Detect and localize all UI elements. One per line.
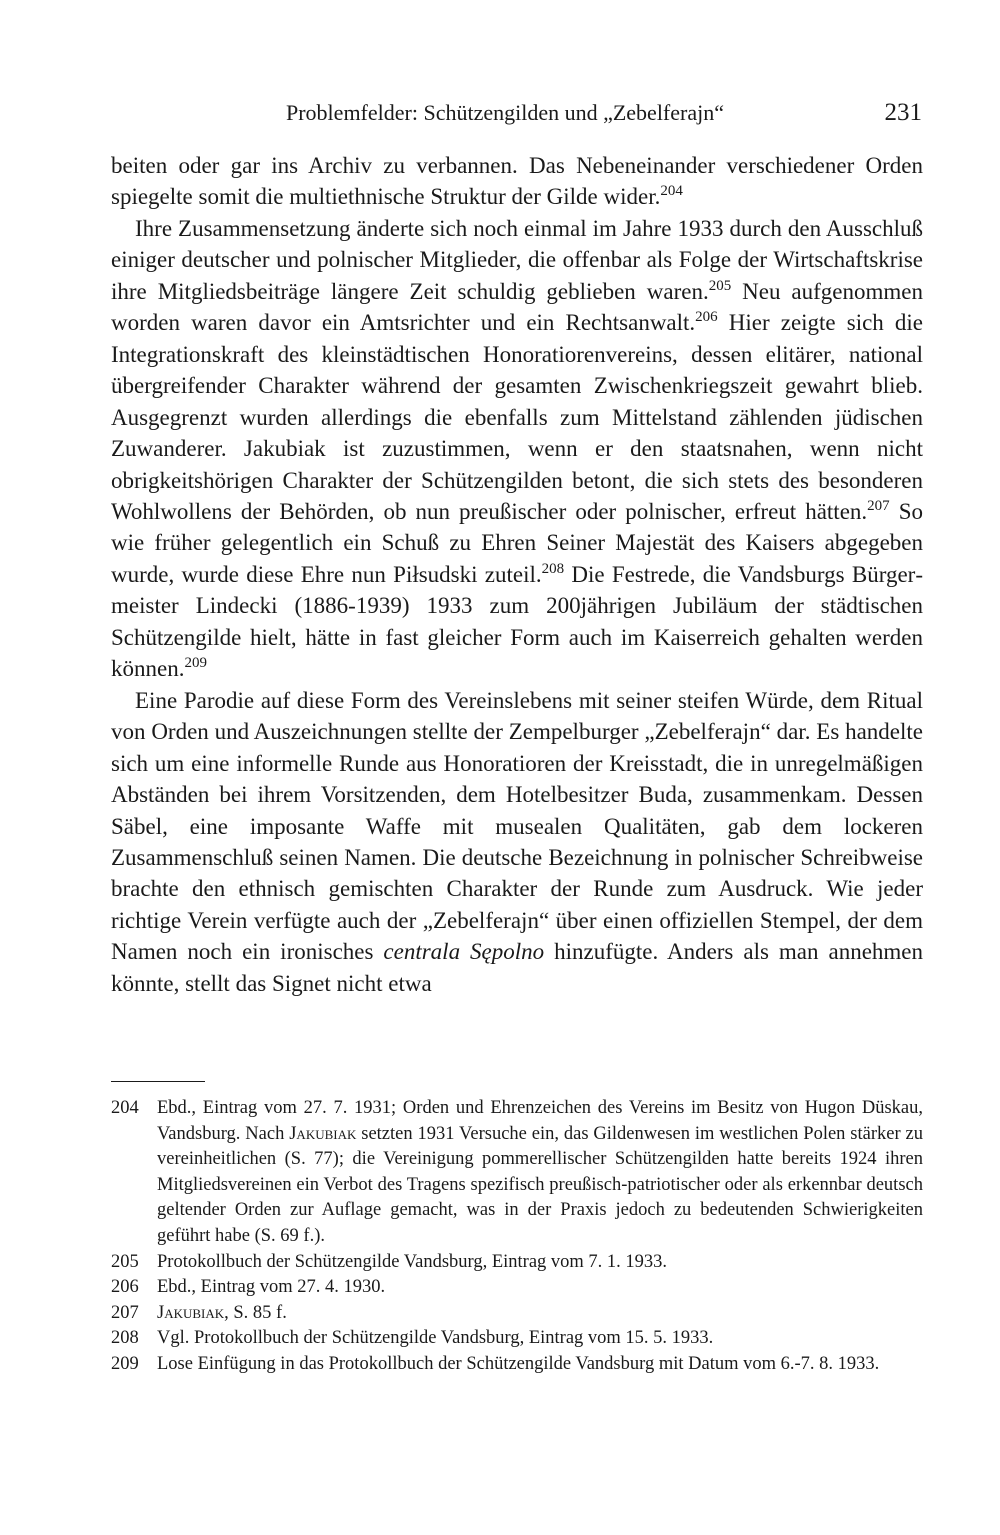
italic-phrase: centrala Sępolno — [383, 939, 545, 965]
footnote-text: Lose Einfügung in das Protokollbuch der Schützengilde Vandsburg mit Datum vom 6.-7. 8. 1933. — [157, 1353, 880, 1374]
paragraph-text: Neu aufgenommen worden waren davor ein Amtsrichter und ein Rechtsanwalt. — [111, 278, 923, 336]
footnotes — [111, 1096, 923, 1378]
footnote-209 — [111, 1352, 923, 1378]
author-name: Jakubiak — [289, 1123, 357, 1144]
footnote-number: 207 — [111, 1302, 139, 1323]
footnote-separator — [111, 1081, 205, 1082]
author-name: Jakubiak — [157, 1302, 225, 1323]
page-number: 231 — [884, 99, 922, 126]
footnote-ref-207: 207 — [867, 497, 890, 514]
footnote-204 — [111, 1096, 923, 1250]
paragraph-1 — [111, 150, 923, 213]
footnote-text: setzten 1931 Versuche ein, das Gildenwesen im westlichen Polen stärker zu vereinheitlichen (S. 77); die Vereinigung pommerellischer Schützengilden hatte bereits 1924 ihren Mitgliedsvereinen ein Verbot des Tragens spezifisch preußisch-patriotischer oder als erkennbar deutsch geltender Orden zur Auflage gemacht, was in der Praxis jedoch zu bedeutenden Schwierigkeiten geführt habe (S. 69 f.). — [157, 1123, 923, 1246]
footnote-ref-206: 206 — [695, 309, 718, 326]
paragraph-3 — [111, 685, 923, 1000]
footnote-number: 204 — [111, 1098, 139, 1118]
body-text — [111, 150, 923, 999]
footnote-ref-209: 209 — [184, 655, 207, 672]
paragraph-text: So wie früher gelegentlich ein Schuß zu Ehren Seiner Majestät des Kaisers abgegeben wurde, wurde diese Ehre nun Piłsudski zuteil. — [111, 498, 923, 587]
footnote-text: , S. 85 f. — [224, 1302, 287, 1323]
footnote-text: Ebd., Eintrag vom 27. 7. 1931; Orden und Ehrenzeichen des Vereins im Besitz von Hugon Düskau, Vandsburg. Nach — [157, 1098, 923, 1144]
footnote-206 — [111, 1275, 923, 1301]
footnote-text: Protokollbuch der Schützengilde Vandsburg, Eintrag vom 7. 1. 1933. — [157, 1251, 668, 1272]
footnote-ref-204: 204 — [660, 183, 683, 200]
footnote-number: 206 — [111, 1277, 139, 1298]
paragraph-text: Eine Parodie auf diese Form des Vereinslebens mit seiner steifen Würde, dem Ritual von Orden und Auszeichnungen stellte der Zempelburger „Zebelferajn“ dar. Es handelte sich um eine informelle Runde aus Honoratioren der Kreisstadt, die in unregelmäßigen Abständen bei ihrem Vorsitzenden, dem Hotelbesitzer Buda, zusammenkam. Dessen Säbel, eine imposante Waffe mit musealen Qualitäten, gab dem lockeren Zusammenschluß seinen Namen. Die deutsche Bezeichnung in polnischer Schreibweise brachte den ethnisch gemischten Charakter der Runde zum Ausdruck. Wie jeder richtige Verein verfügte auch der „Zebelferajn“ über einen offiziellen Stempel, der dem Namen noch ein ironisches — [111, 687, 923, 965]
paragraph-text: Die Festrede, die Vandsburgs Bürgermeister Lindecki (1886-1939) 1933 zum 200jährigen Jubiläum der städtischen Schützengilde hielt, hätte in fast gleicher Form auch im Kaiserreich gehalten werden können. — [111, 561, 923, 682]
paragraph-text: Hier zeigte sich die Integrationskraft des kleinstädtischen Honoratiorenvereins, dessen elitärer, national übergreifender Charakter während der gesamten Zwischenkriegszeit gewahrt blieb. Ausgegrenzt wurden allerdings die ebenfalls zum Mittelstand zählenden jüdischen Zuwanderer. Jakubiak ist zuzustimmen, wenn er den staatsnahen, wenn nicht obrigkeitshörigen Charakter der Schützengilden betont, die sich stets des besonderen Wohlwollens der Behörden, ob nun preußischer oder polnischer, erfreut hätten. — [111, 310, 923, 524]
footnote-text: Ebd., Eintrag vom 27. 4. 1930. — [157, 1277, 386, 1298]
paragraph-text: hinzufügte. Anders als man annehmen könnte, stellt das Signet nicht etwa — [111, 939, 923, 996]
footnote-number: 208 — [111, 1328, 139, 1349]
footnote-207 — [111, 1301, 923, 1327]
footnote-number: 205 — [111, 1251, 139, 1272]
running-head — [286, 96, 922, 130]
paragraph-text: beiten oder gar ins Archiv zu verbannen. Das Nebeneinander verschiedener Orden spiegelte somit die multiethnische Struktur der Gilde wider. — [111, 153, 923, 210]
footnote-205 — [111, 1250, 923, 1276]
running-title: Problemfelder: Schützengilden und „Zebelferajn“ — [286, 100, 724, 125]
paragraph-2 — [111, 213, 923, 685]
footnote-208 — [111, 1326, 923, 1352]
paragraph-text: Ihre Zusammensetzung änderte sich noch einmal im Jahre 1933 durch den Ausschluß einiger deutscher und polnischer Mitglieder, die offenbar als Folge der Wirtschaftskrise ihre Mitgliedsbeiträge längere Zeit schuldig geblieben waren. — [111, 215, 923, 304]
footnote-ref-208: 208 — [541, 560, 565, 577]
footnote-text: Vgl. Protokollbuch der Schützengilde Vandsburg, Eintrag vom 15. 5. 1933. — [157, 1328, 714, 1349]
footnote-ref-205: 205 — [708, 277, 732, 294]
footnote-number: 209 — [111, 1353, 139, 1374]
